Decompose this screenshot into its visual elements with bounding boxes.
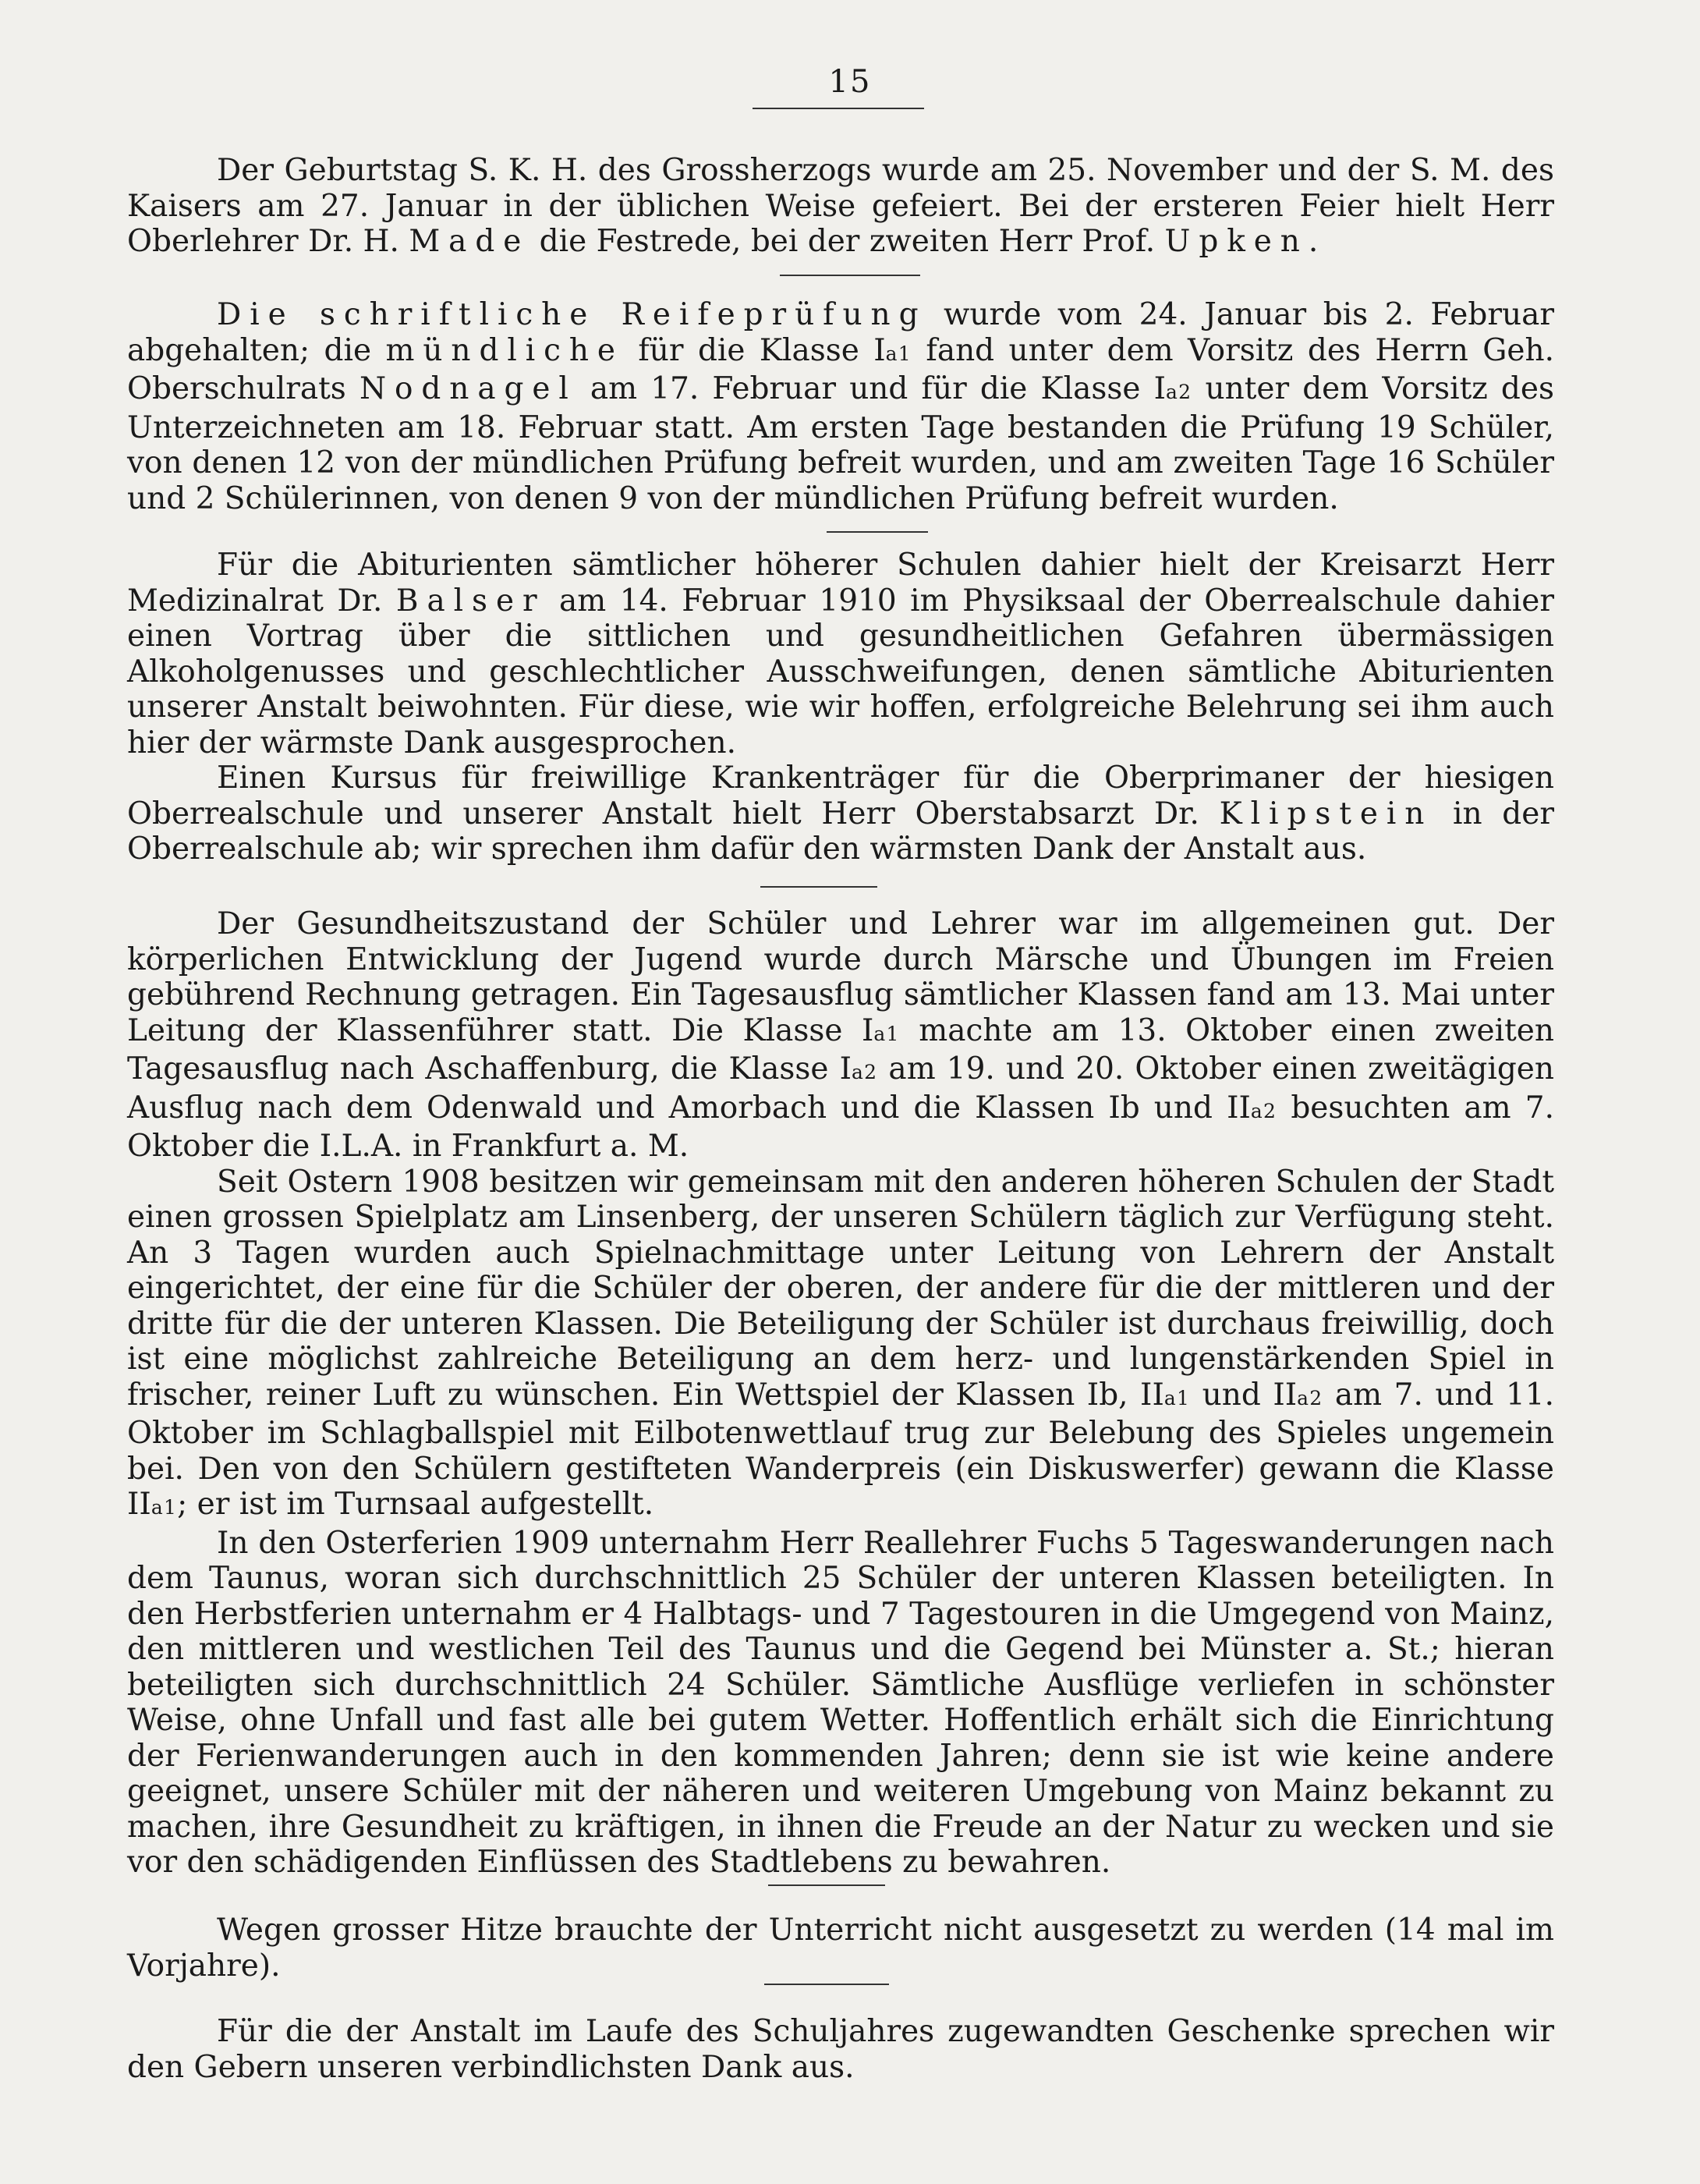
section-divider — [827, 531, 928, 533]
paragraph-heat: Wegen grosser Hitze brauchte der Unterricht nicht ausgesetzt zu werden (14 mal im Vorjahre). — [127, 1913, 1554, 1984]
page-number: 15 — [828, 64, 872, 100]
paragraph-gifts: Für die der Anstalt im Laufe des Schuljahres zugewandten Geschenke sprechen wir den Gebern unseren verbindlichsten Dank aus. — [127, 2014, 1554, 2085]
section-divider — [760, 886, 877, 888]
section-divider — [780, 275, 920, 276]
paragraph-exam: Die schriftliche Reifeprüfung wurde vom 24. Januar bis 2. Februar abgehalten; die mündliche für die Klasse Ia1 fand unter dem Vorsitz des Herrn Geh. Oberschulrats Nodnagel am 17. Februar und für die Klasse Ia2 unter dem Vorsitz des Unterzeichneten am 18. Februar statt. Am ersten Tage bestanden die Prüfung 19 Schüler, von denen 12 von der mündlichen Prüfung befreit wurden, und am zweiten Tage 16 Schüler und 2 Schülerinnen, von denen 9 von der mündlichen Prüfung befreit wurden. — [127, 297, 1554, 516]
section-divider — [768, 1884, 885, 1886]
paragraph-lecture: Für die Abiturienten sämtlicher höherer Schulen dahier hielt der Kreisarzt Herr Medizinalrat Dr. Balser am 14. Februar 1910 im Physiksaal der Oberrealschule dahier einen Vortrag über die sittlichen und gesundheitlichen Gefahren übermässigen Alkoholgenusses und geschlechtlicher Ausschweifungen, denen sämtliche Abiturienten unserer Anstalt beiwohnten. Für diese, wie wir hoffen, erfolgreiche Belehrung sei ihm auch hier der wärmste Dank ausgesprochen. Einen Kursus für freiwillige Krankenträger für die Oberprimaner der hiesigen Oberrealschule und unserer Anstalt hielt Herr Oberstabsarzt Dr. Klipstein in der Oberrealschule ab; wir sprechen ihm dafür den wärmsten Dank der Anstalt aus. — [127, 548, 1555, 867]
paragraph-birthday: Der Geburtstag S. K. H. des Grossherzogs wurde am 25. November und der S. M. des Kaisers am 27. Januar in der üblichen Weise gefeiert. Bei der ersteren Feier hielt Herr Oberlehrer Dr. H. Made die Festrede, bei der zweiten Herr Prof. Upken. — [127, 153, 1554, 259]
paragraph-health: Der Gesundheitszustand der Schüler und Lehrer war im allgemeinen gut. Der körperlichen Entwicklung der Jugend wurde durch Märsche und Übungen im Freien gebührend Rechnung getragen. Ein Tagesausflug sämtlicher Klassen fand am 13. Mai unter Leitung der Klassenführer statt. Die Klasse Ia1 machte am 13. Oktober einen zweiten Tagesausflug nach Aschaffenburg, die Klasse Ia2 am 19. und 20. Oktober einen zweitägigen Ausflug nach dem Odenwald und Amorbach und die Klassen Ib und IIa2 besuchten am 7. Oktober die I.L.A. in Frankfurt a. M. Seit Ostern 1908 besitzen wir gemeinsam mit den anderen höheren Schulen der Stadt einen grossen Spielplatz am Linsenberg, der unseren Schülern täglich zur Verfügung steht. An 3 Tagen wurden auch Spielnachmittage unter Leitung von Lehrern der Anstalt eingerichtet, der eine für die Schüler der oberen, der andere für die der mittleren und der dritte für die der unteren Klassen. Die Beteiligung der Schüler ist durchaus freiwillig, doch ist eine möglichst zahlreiche Beteiligung an dem herz- und lungenstärkenden Spiel in frischer, reiner Luft zu wünschen. Ein Wettspiel der Klassen Ib, IIa1 und IIa2 am 7. und 11. Oktober im Schlagballspiel mit Eilbotenwettlauf trug zur Belebung des Spieles ungemein bei. Den von den Schülern gestifteten Wanderpreis (ein Diskuswerfer) gewann die Klasse IIa1; er ist im Turnsaal aufgestellt. In den Osterferien 1909 unternahm Herr Reallehrer Fuchs 5 Tageswanderungen nach dem Taunus, woran sich durchschnittlich 25 Schüler der unteren Klassen beteiligten. In den Herbstferien unternahm er 4 Halbtags- und 7 Tagestouren in die Umgegend von Mainz, den mittleren und westlichen Teil des Taunus und die Gegend bei Münster a. St.; hieran beteiligten sich durchschnittlich 24 Schüler. Sämtliche Ausflüge verliefen in schönster Weise, ohne Unfall und fast alle bei gutem Wetter. Hoffentlich erhält sich die Einrichtung der Ferienwanderungen auch in den kommenden Jahren; denn sie ist wie keine andere geeignet, unsere Schüler mit der näheren und weiteren Umgebung von Mainz bekannt zu machen, ihre Gesundheit zu kräftigen, in ihnen die Freude an der Natur zu wecken und sie vor den schädigenden Einflüssen des Stadtlebens zu bewahren. — [127, 906, 1555, 1880]
header-rule — [753, 108, 924, 109]
section-divider — [764, 1984, 889, 1985]
